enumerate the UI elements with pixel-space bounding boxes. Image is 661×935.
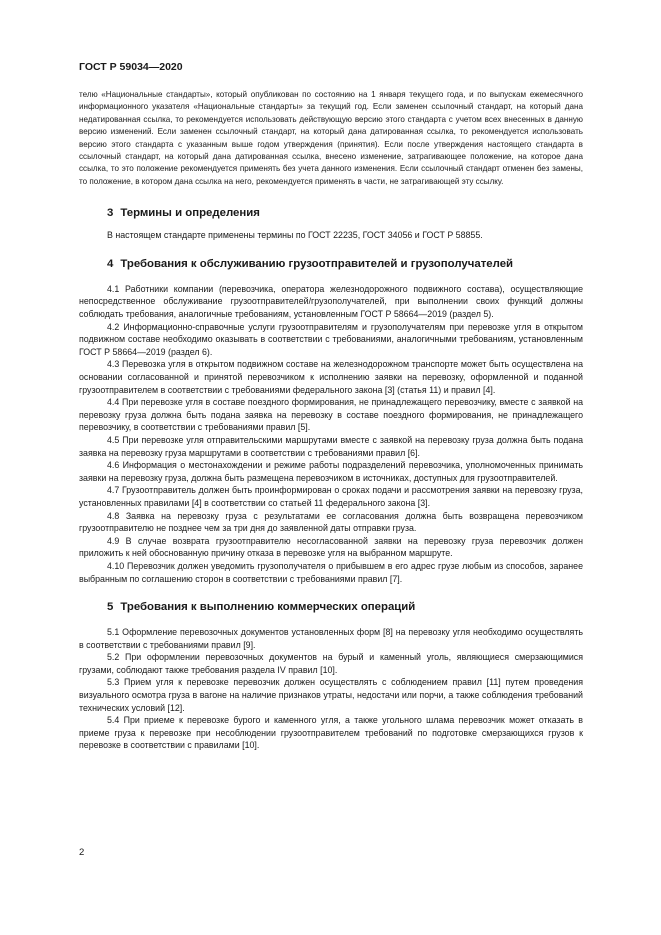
section-5-heading — [79, 601, 583, 613]
paragraph-5-3: 5.3 Прием угля к перевозке перевозчик должен осуществлять с соблюдением правил [11] путем проведения визуального осмотра груза в вагоне на наличие признаков утраты, недостачи или порчи, а также соблюдения требований технических условий [12]. — [79, 677, 583, 713]
paragraph-4-2: 4.2 Информационно-справочные услуги грузоотправителям и грузополучателям при перевозке угля в открытом подвижном составе необходимо оказывать в соответствии с требованиями, аналогичными требованиям, установленным ГОСТ Р 58664—2019 (раздел 6). — [79, 321, 583, 357]
intro-text: телю «Национальные стандарты», который опубликован по состоянию на 1 января текущего года, и по выпускам ежемесячного информационного указателя «Национальные стандарты» за текущий год. Если заменен ссылочный стандарт, на который дана недатированная ссылка, то рекомендуется использовать действующую версию этого стандарта с учетом всех внесенных в данную версию изменений. Если заменен ссылочный стандарт, на который дана датированная ссылка, то рекомендуется использовать версию этого стандарта с указанным выше годом утверждения (принятия). Если после утверждения настоящего стандарта в ссылочный стандарт, на который дана датированная ссылка, внесено изменение, затрагивающее положение, на которое дана ссылка, то это положение рекомендуется применять без учета данного изменения. Если ссылочный стандарт отменен без замены, то положение, в котором дана ссылка на него, рекомендуется применять в части, не затрагивающей эту ссылку. — [79, 90, 583, 186]
paragraph-5-4: 5.4 При приеме к перевозке бурого и каменного угля, а также угольного шлама перевозчик может отказать в приеме груза к перевозке при несоблюдении грузоотправителем требований по подготовке смерзающихся грузов к перевозке в соответствии с правилами [10]. — [79, 715, 583, 751]
section-5-number: 5 — [107, 601, 114, 614]
paragraph-4-7: 4.7 Грузоотправитель должен быть проинформирован о сроках подачи и рассмотрения заявки на перевозку груза, установленных правилами [4] в соответствии со статьей 11 федерального закона [3]. — [79, 485, 583, 508]
paragraph-4-3: 4.3 Перевозка угля в открытом подвижном составе на железнодорожном транспорте может быть осуществлена на основании согласованной и принятой перевозчиком к исполнению заявки на перевозку, оформленной и поданной грузоотправителем в соответствии с требованиями федерального закона [3] (статья 11) и правил [4]. — [79, 359, 583, 395]
paragraph-4-5: 4.5 При перевозке угля отправительскими маршрутами вместе с заявкой на перевозку груза должна быть подана заявка на перевозку груза маршрутами в соответствии с требованиями правил [6]. — [79, 434, 583, 458]
section-4-heading — [79, 258, 583, 270]
paragraph-5-1: 5.1 Оформление перевозочных документов установленных форм [8] на перевозку угля необходимо осуществлять в соответствии с требованиями правил [9]. — [79, 627, 583, 650]
section-4-number: 4 — [107, 257, 114, 270]
page-body — [79, 89, 583, 752]
section-3-heading — [79, 207, 583, 219]
paragraph-4-4: 4.4 При перевозке угля в составе поездного формирования, не принадлежащего перевозчику, вместе с заявкой на перевозку груза должна быть подана заявка на перевозку в составе поездного формирования, не принадлежащего перевозчику, в соответствии с требованиями правил [5]. — [79, 397, 583, 433]
section-3-title: Термины и определения — [120, 207, 260, 220]
paragraph-4-9: 4.9 В случае возврата грузоотправителю несогласованной заявки на перевозку груза перевозчик должен приложить к ней обоснованную причину отказа в перевозке угля на выбранном маршруте. — [79, 535, 583, 559]
section-4-title: Требования к обслуживанию грузоотправителей и грузополучателей — [120, 257, 514, 270]
section-5-title: Требования к выполнению коммерческих операций — [120, 601, 416, 614]
section-3-paragraph: В настоящем стандарте применены термины по ГОСТ 22235, ГОСТ 34056 и ГОСТ Р 58855. — [107, 230, 483, 241]
paragraph-4-1: 4.1 Работники компании (перевозчика, оператора железнодорожного подвижного состава), осуществляющие непосредственное обслуживание грузоотправителей/грузополучателей, при выполнении своих функций должны соблюдать требования, аналогичные требованиям, установленным ГОСТ Р 58664—2019 (раздел 5). — [79, 283, 583, 320]
paragraph-4-10: 4.10 Перевозчик должен уведомить грузополучателя о прибывшем в его адрес грузе любым из способов, заранее выбранным по соглашению сторон в соответствии с требованиями правил [7]. — [79, 560, 583, 584]
document-code: ГОСТ Р 59034—2020 — [79, 61, 183, 73]
paragraph-5-2: 5.2 При оформлении перевозочных документов на бурый и каменный уголь, являющиеся смерзающимися грузами, соблюдают также требования раздела IV правил [10]. — [79, 652, 583, 675]
page-number: 2 — [79, 847, 85, 858]
paragraph-4-6: 4.6 Информация о местонахождении и режиме работы подразделений перевозчика, уполномоченных принимать заявки на перевозку груза, должна быть размещена перевозчиком в источниках, доступных для грузоотправителей. — [79, 460, 583, 483]
paragraph-4-8: 4.8 Заявка на перевозку груза с результатами ее согласования должна быть возвращена перевозчиком грузоотправителю не позднее чем за три дня до заявленной даты отправки груза. — [79, 510, 583, 534]
section-3-number: 3 — [107, 207, 114, 220]
